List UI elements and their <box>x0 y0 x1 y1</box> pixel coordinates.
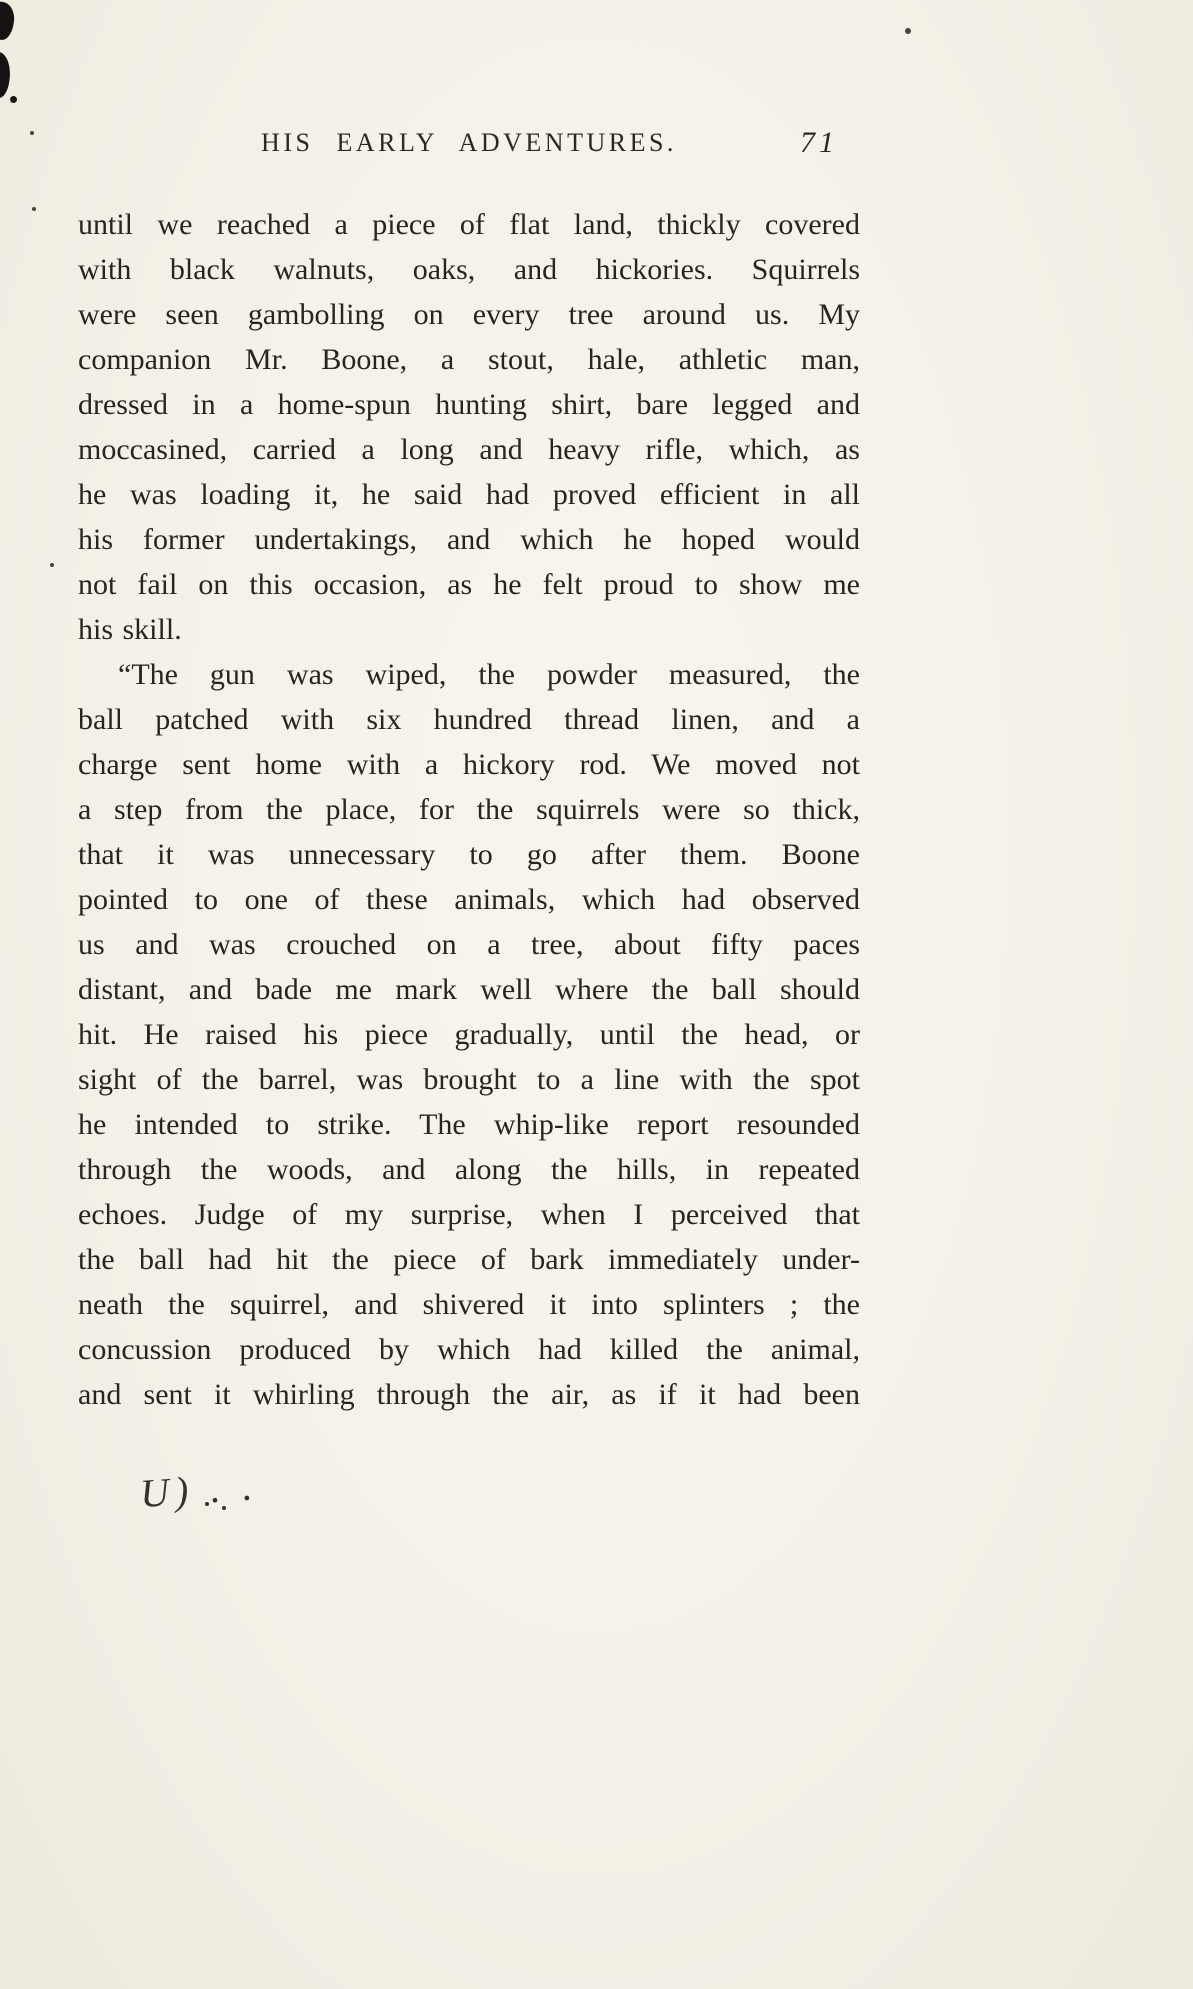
text-line: ball patched with six hundred thread linen, and a <box>78 703 860 736</box>
text-line: us and was crouched on a tree, about fifty paces <box>78 928 860 961</box>
text-line: not fail on this occasion, as he felt proud to show me <box>78 568 860 601</box>
text-line: “The gun was wiped, the powder measured, the <box>118 658 860 691</box>
text-line: dressed in a home-spun hunting shirt, bare legged and <box>78 388 860 421</box>
paragraph <box>78 652 860 1417</box>
text-line: echoes. Judge of my surprise, when I perceived that <box>78 1198 860 1231</box>
text-line: until we reached a piece of flat land, thickly covered <box>78 208 860 241</box>
scan-speck <box>32 207 36 211</box>
text-line: were seen gambolling on every tree around us. My <box>78 298 860 331</box>
text-line: distant, and bade me mark well where the ball should <box>78 973 860 1006</box>
text-line: with black walnuts, oaks, and hickories. Squirrels <box>78 253 860 286</box>
text-line: hit. He raised his piece gradually, until the head, or <box>78 1018 860 1051</box>
page-body <box>78 202 860 1417</box>
text-line: his former undertakings, and which he hoped would <box>78 523 860 556</box>
handwritten-mark: U) . . <box>138 1462 260 1517</box>
text-line: his skill. <box>78 613 182 646</box>
scan-speck <box>30 131 34 135</box>
ink-smudge-artifact <box>0 1 15 40</box>
text-line: companion Mr. Boone, a stout, hale, athletic man, <box>78 343 860 376</box>
text-line: concussion produced by which had killed the animal, <box>78 1333 860 1366</box>
running-title: HIS EARLY ADVENTURES. <box>261 128 677 157</box>
text-line: pointed to one of these animals, which had observed <box>78 883 860 916</box>
text-line: a step from the place, for the squirrels were so thick, <box>78 793 860 826</box>
page-number: 71 <box>800 126 838 159</box>
text-line: the ball had hit the piece of bark immediately under- <box>78 1243 860 1276</box>
text-line: sight of the barrel, was brought to a line with the spot <box>78 1063 860 1096</box>
text-line: he was loading it, he said had proved efficient in all <box>78 478 860 511</box>
ink-dot-artifact <box>10 96 17 103</box>
page-header <box>78 128 860 168</box>
text-line: and sent it whirling through the air, as if it had been <box>78 1378 860 1411</box>
text-line: he intended to strike. The whip-like report resounded <box>78 1108 860 1141</box>
paragraph <box>78 202 860 652</box>
scan-speck <box>905 28 911 34</box>
text-line: that it was unnecessary to go after them. Boone <box>78 838 860 871</box>
scan-speck <box>50 563 54 567</box>
ink-smudge-artifact <box>0 52 11 99</box>
text-line: moccasined, carried a long and heavy rifle, which, as <box>78 433 860 466</box>
text-line: through the woods, and along the hills, in repeated <box>78 1153 860 1186</box>
text-line: charge sent home with a hickory rod. We moved not <box>78 748 860 781</box>
text-line: neath the squirrel, and shivered it into splinters ; the <box>78 1288 860 1321</box>
